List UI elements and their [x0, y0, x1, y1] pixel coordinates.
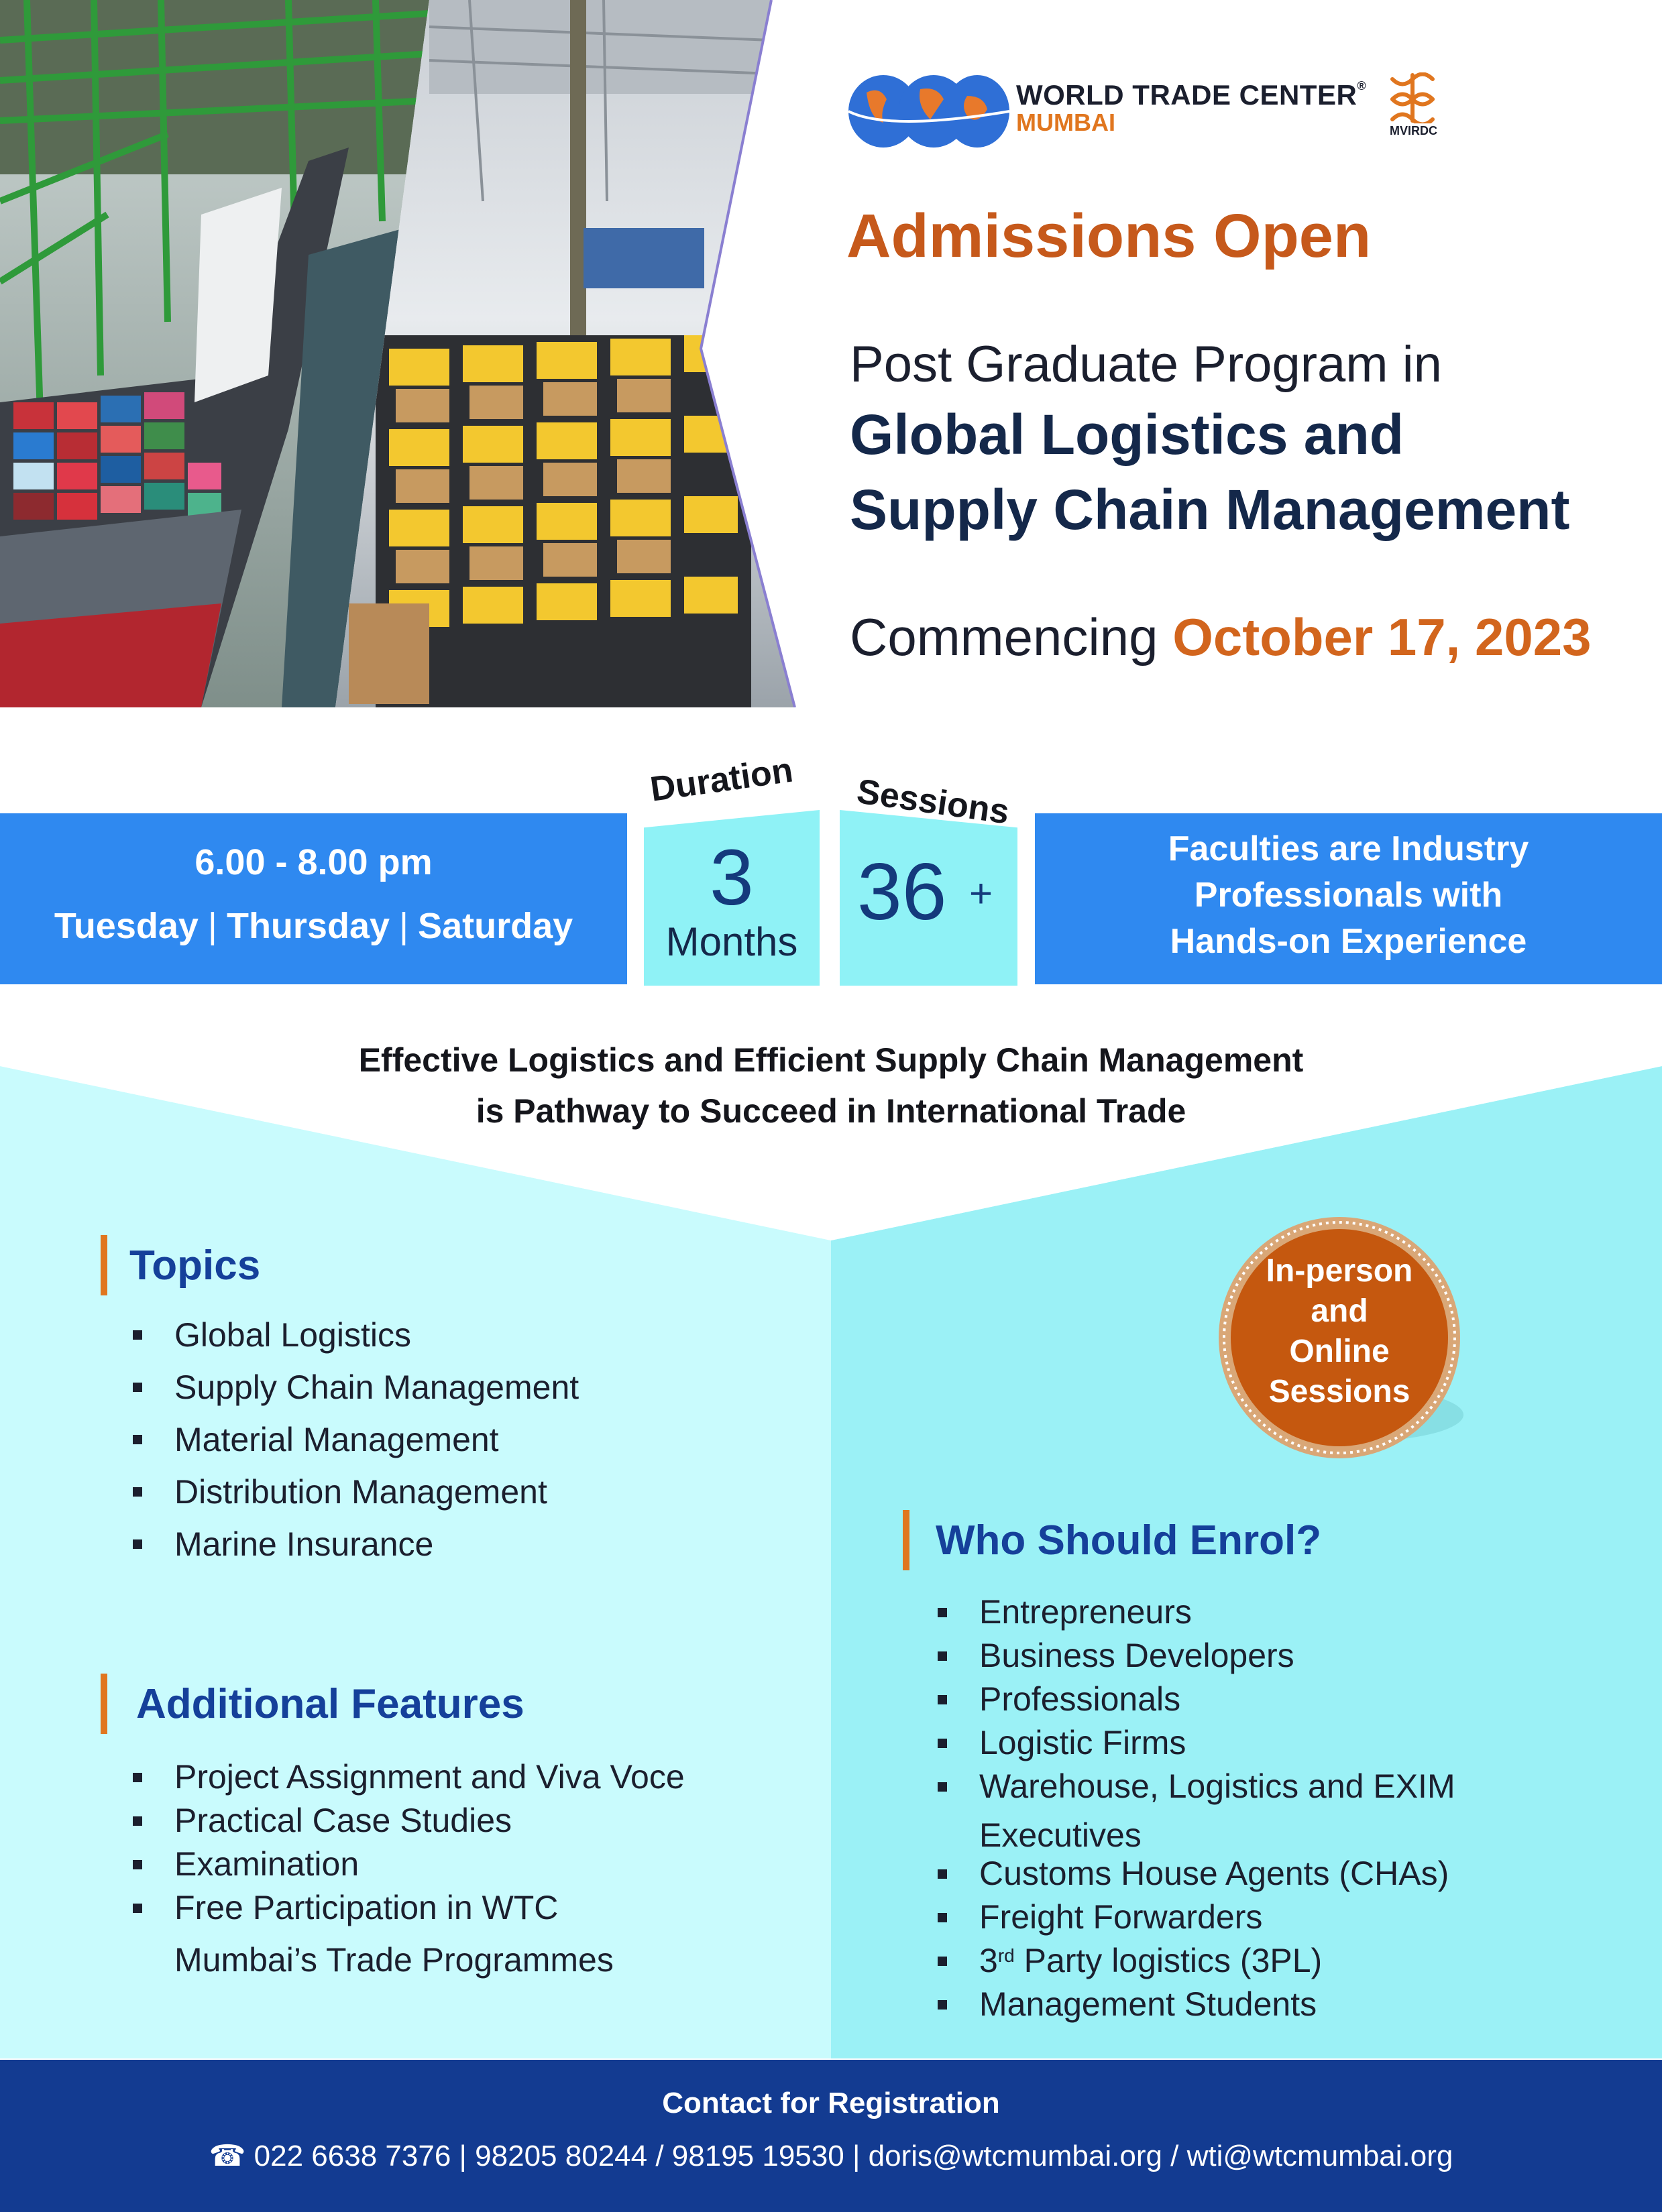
contact-details[interactable]: 022 6638 7376 | 98205 80244 / 98195 19530 | doris@wtcmumbai.org / wti@wtcmumbai.org [254, 2140, 1453, 2172]
duration-value: 3 [710, 833, 754, 922]
footer-contact [0, 2139, 1662, 2173]
org-name: WORLD TRADE CENTER® [1016, 79, 1367, 111]
timing-box [0, 813, 627, 984]
session-days: Tuesday | Thursday | Saturday [54, 906, 573, 946]
duration-label: Duration [647, 750, 795, 809]
org-city: MUMBAI [1016, 109, 1115, 136]
list-item-continuation: Mumbai’s Trade Programmes [174, 1941, 614, 1979]
program-name-line-1: Global Logistics and [850, 403, 1404, 466]
phone-icon: ☎ [209, 2140, 246, 2172]
hero-photo-collage [0, 0, 798, 707]
wtc-globe-logo [846, 72, 1011, 150]
list-item: Supply Chain Management [133, 1361, 579, 1413]
session-time: 6.00 - 8.00 pm [195, 842, 433, 882]
list-item: Management Students [938, 1983, 1455, 2026]
list-item: 3rd Party logistics (3PL) [938, 1939, 1455, 1983]
list-item: Business Developers [938, 1634, 1455, 1678]
enrol-title: Who Should Enrol? [936, 1517, 1322, 1564]
topics-accent-bar [101, 1235, 107, 1295]
tagline-line-1: Effective Logistics and Efficient Supply Chain Management [358, 1041, 1304, 1079]
duration-unit: Months [665, 919, 798, 964]
sessions-label: Sessions [854, 772, 1012, 832]
list-item: Practical Case Studies [133, 1799, 685, 1843]
topics-title: Topics [129, 1242, 261, 1289]
footer-title: Contact for Registration [662, 2087, 1000, 2119]
list-item: Warehouse, Logistics and EXIM [938, 1765, 1455, 1808]
commencing-line: Commencing October 17, 2023 [850, 607, 1592, 666]
topics-list [133, 1309, 579, 1570]
list-item: Material Management [133, 1413, 579, 1466]
admissions-title: Admissions Open [846, 202, 1372, 270]
list-item: Logistic Firms [938, 1721, 1455, 1765]
commencing-date: October 17, 2023 [1172, 607, 1592, 666]
features-accent-bar [101, 1674, 107, 1734]
list-item: Entrepreneurs [938, 1590, 1455, 1634]
list-item-continuation: Executives [979, 1816, 1142, 1854]
enrol-list [938, 1590, 1455, 2026]
list-item: Free Participation in WTC [133, 1886, 685, 1930]
list-item: Freight Forwarders [938, 1896, 1455, 1939]
list-item: Global Logistics [133, 1309, 579, 1361]
mvirdc-label: MVIRDC [1390, 124, 1437, 137]
list-item: Examination [133, 1843, 685, 1886]
mvirdc-logo [1386, 72, 1457, 123]
footer [0, 2060, 1662, 2212]
faculty-text: Faculties are Industry Professionals with Hands-on Experience [1168, 829, 1529, 961]
list-item: Distribution Management [133, 1466, 579, 1518]
features-list [133, 1755, 685, 1983]
sessions-plus: + [969, 871, 993, 916]
program-name-line-2: Supply Chain Management [850, 478, 1570, 541]
list-item: Marine Insurance [133, 1518, 579, 1570]
list-item: Professionals [938, 1678, 1455, 1721]
features-title: Additional Features [136, 1681, 524, 1727]
sessions-value: 36 [857, 847, 947, 937]
list-item: Project Assignment and Viva Voce [133, 1755, 685, 1799]
program-prefix: Post Graduate Program in [850, 336, 1442, 393]
list-item: Customs House Agents (CHAs) [938, 1852, 1455, 1896]
session-mode-text: In-person and Online Sessions [1266, 1253, 1413, 1409]
tagline-line-2: is Pathway to Succeed in International Trade [476, 1092, 1186, 1130]
enrol-accent-bar [903, 1510, 909, 1570]
